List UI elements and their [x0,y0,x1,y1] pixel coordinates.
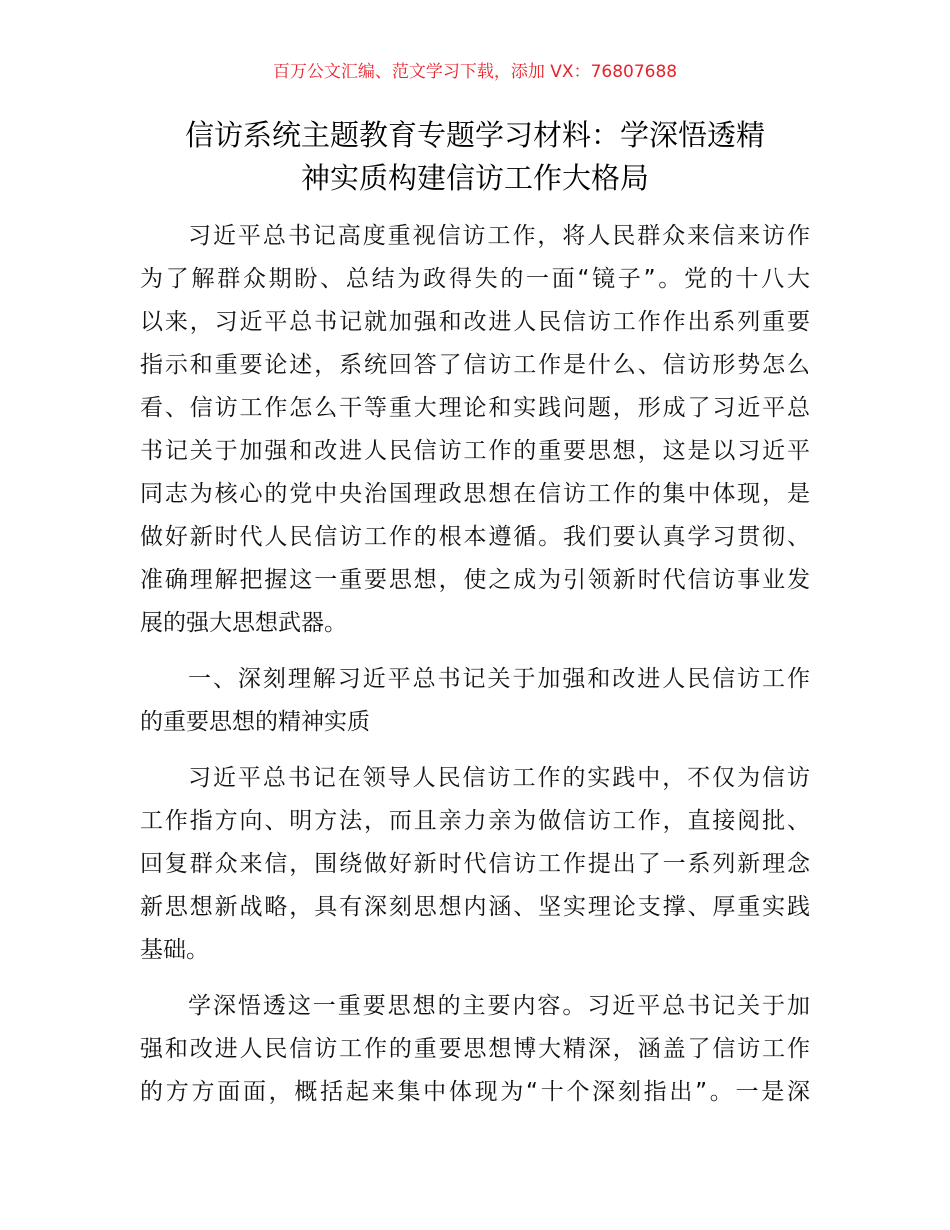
text-line: 工作指方向、明方法，而且亲力亲为做信访工作，直接阅批、 [140,808,810,834]
title-line: 信访系统主题教育专题学习材料：学深悟透精 [184,118,765,152]
section-heading [140,658,810,744]
text-line: 的方方面面，概括起来集中体现为“十个深刻指出”。一是深 [140,1079,810,1105]
text-line: 的重要思想的精神实质 [140,709,370,735]
text-line: 准确理解把握这一重要思想，使之成为引领新时代信访事业发 [140,567,810,593]
text-line: 习近平总书记在领导人民信访工作的实践中，不仅为信访 [188,765,810,791]
text-line: 指示和重要论述，系统回答了信访工作是什么、信访形势怎么 [140,352,810,378]
text-line: 习近平总书记高度重视信访工作，将人民群众来信来访作 [188,223,810,249]
text-line: 以来，习近平总书记就加强和改进人民信访工作作出系列重要 [140,309,810,335]
paragraph [140,757,810,972]
text-line: 为了解群众期盼、总结为政得失的一面“镜子”。党的十八大 [140,266,810,292]
watermark-banner: 百万公文汇编、范文学习下载，添加 VX：76807688 [272,62,678,82]
text-line: 做好新时代人民信访工作的根本遵循。我们要认真学习贯彻、 [140,524,810,550]
paragraph [140,985,810,1114]
document-title [120,114,830,200]
text-line: 学深悟透这一重要思想的主要内容。习近平总书记关于加 [188,993,810,1019]
text-line: 基础。 [140,937,209,963]
text-line: 一、深刻理解习近平总书记关于加强和改进人民信访工作 [188,666,810,692]
text-line: 回复群众来信，围绕做好新时代信访工作提出了一系列新理念 [140,851,810,877]
text-line: 强和改进人民信访工作的重要思想博大精深，涵盖了信访工作 [140,1036,810,1062]
text-line: 展的强大思想武器。 [140,610,347,636]
title-line: 神实质构建信访工作大格局 [300,161,649,195]
text-line: 新思想新战略，具有深刻思想内涵、坚实理论支撑、厚重实践 [140,894,810,920]
text-line: 书记关于加强和改进人民信访工作的重要思想，这是以习近平 [140,438,810,464]
document-body [140,215,810,1127]
paragraph [140,215,810,645]
text-line: 同志为核心的党中央治国理政思想在信访工作的集中体现，是 [140,481,810,507]
text-line: 看、信访工作怎么干等重大理论和实践问题，形成了习近平总 [140,395,810,421]
